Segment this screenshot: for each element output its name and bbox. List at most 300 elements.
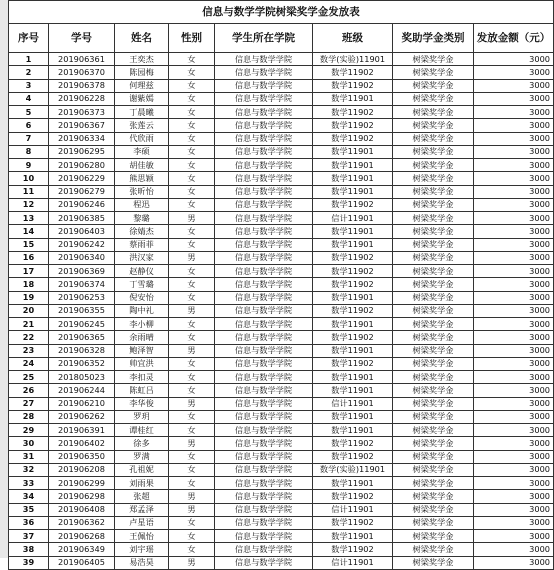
student-id: 201906350	[49, 450, 115, 463]
table-row	[9, 437, 554, 450]
header-cell: 奖助学金类别	[393, 24, 474, 53]
class-name: 数学11901	[313, 238, 393, 251]
amount: 3000	[474, 172, 554, 185]
gender: 女	[169, 291, 215, 304]
gender: 女	[169, 384, 215, 397]
college: 信息与数学学院	[215, 503, 313, 516]
college: 信息与数学学院	[215, 106, 313, 119]
student-id: 201906369	[49, 265, 115, 278]
gender: 女	[169, 450, 215, 463]
class-name: 数学11902	[313, 79, 393, 92]
row-index: 31	[9, 450, 49, 463]
table-row	[9, 410, 554, 423]
gender: 男	[169, 556, 215, 569]
gender: 男	[169, 503, 215, 516]
amount: 3000	[474, 503, 554, 516]
student-name: 罗满	[115, 450, 169, 463]
class-name: 数学11901	[313, 424, 393, 437]
gender: 男	[169, 397, 215, 410]
table-row	[9, 503, 554, 516]
table-title: 信息与数学学院树梁奖学金发放表	[9, 1, 554, 24]
award-type: 树梁奖学金	[393, 344, 474, 357]
student-id: 201906340	[49, 251, 115, 264]
award-type: 树梁奖学金	[393, 159, 474, 172]
amount: 3000	[474, 450, 554, 463]
college: 信息与数学学院	[215, 543, 313, 556]
class-name: 数学11901	[313, 410, 393, 423]
student-id: 201906245	[49, 318, 115, 331]
gender: 女	[169, 159, 215, 172]
amount: 3000	[474, 119, 554, 132]
class-name: 数学11902	[313, 278, 393, 291]
amount: 3000	[474, 490, 554, 503]
student-name: 李小柳	[115, 318, 169, 331]
gender: 女	[169, 318, 215, 331]
college: 信息与数学学院	[215, 92, 313, 105]
student-name: 卢星语	[115, 516, 169, 529]
class-name: 信计11901	[313, 503, 393, 516]
college: 信息与数学学院	[215, 185, 313, 198]
student-id: 201906355	[49, 304, 115, 317]
row-index: 26	[9, 384, 49, 397]
award-type: 树梁奖学金	[393, 530, 474, 543]
row-index: 21	[9, 318, 49, 331]
amount: 3000	[474, 212, 554, 225]
class-name: 数学(实验)11901	[313, 463, 393, 476]
college: 信息与数学学院	[215, 225, 313, 238]
table-row	[9, 185, 554, 198]
gender: 女	[169, 79, 215, 92]
gender: 女	[169, 225, 215, 238]
gender: 女	[169, 238, 215, 251]
student-name: 赵静仪	[115, 265, 169, 278]
award-type: 树梁奖学金	[393, 79, 474, 92]
college: 信息与数学学院	[215, 450, 313, 463]
class-name: 数学11902	[313, 119, 393, 132]
student-id: 201906365	[49, 331, 115, 344]
student-id: 201906374	[49, 278, 115, 291]
student-name: 熊思颖	[115, 172, 169, 185]
class-name: 数学11901	[313, 172, 393, 185]
row-index: 23	[9, 344, 49, 357]
college: 信息与数学学院	[215, 291, 313, 304]
table-row	[9, 251, 554, 264]
row-index: 25	[9, 371, 49, 384]
college: 信息与数学学院	[215, 357, 313, 370]
row-index: 4	[9, 92, 49, 105]
row-index: 3	[9, 79, 49, 92]
amount: 3000	[474, 318, 554, 331]
college: 信息与数学学院	[215, 463, 313, 476]
student-id: 201906279	[49, 185, 115, 198]
college: 信息与数学学院	[215, 132, 313, 145]
student-name: 蔡雨菲	[115, 238, 169, 251]
class-name: 数学11901	[313, 225, 393, 238]
table-row	[9, 371, 554, 384]
class-name: 数学11902	[313, 265, 393, 278]
amount: 3000	[474, 477, 554, 490]
award-type: 树梁奖学金	[393, 145, 474, 158]
amount: 3000	[474, 79, 554, 92]
award-type: 树梁奖学金	[393, 119, 474, 132]
row-index: 39	[9, 556, 49, 569]
class-name: 数学(实验)11901	[313, 53, 393, 66]
student-id: 201906244	[49, 384, 115, 397]
table-row	[9, 543, 554, 556]
row-index: 12	[9, 198, 49, 211]
student-name: 徐婧杰	[115, 225, 169, 238]
class-name: 数学11902	[313, 516, 393, 529]
student-id: 201906403	[49, 225, 115, 238]
row-index: 13	[9, 212, 49, 225]
table-row	[9, 304, 554, 317]
college: 信息与数学学院	[215, 437, 313, 450]
class-name: 信计11901	[313, 397, 393, 410]
amount: 3000	[474, 145, 554, 158]
student-name: 李扣灵	[115, 371, 169, 384]
amount: 3000	[474, 265, 554, 278]
gender: 女	[169, 410, 215, 423]
college: 信息与数学学院	[215, 66, 313, 79]
gender: 女	[169, 424, 215, 437]
row-index: 22	[9, 331, 49, 344]
class-name: 数学11901	[313, 344, 393, 357]
gender: 男	[169, 437, 215, 450]
amount: 3000	[474, 530, 554, 543]
gender: 男	[169, 304, 215, 317]
amount: 3000	[474, 410, 554, 423]
table-row	[9, 238, 554, 251]
college: 信息与数学学院	[215, 410, 313, 423]
table-row	[9, 106, 554, 119]
student-name: 丁雪璐	[115, 278, 169, 291]
row-index: 18	[9, 278, 49, 291]
gender: 女	[169, 371, 215, 384]
student-name: 张莲云	[115, 119, 169, 132]
class-name: 数学11901	[313, 145, 393, 158]
amount: 3000	[474, 437, 554, 450]
student-id: 201805023	[49, 371, 115, 384]
award-type: 树梁奖学金	[393, 490, 474, 503]
header-cell: 性别	[169, 24, 215, 53]
student-id: 201906352	[49, 357, 115, 370]
table-row	[9, 490, 554, 503]
class-name: 数学11901	[313, 185, 393, 198]
class-name: 数学11902	[313, 437, 393, 450]
class-name: 数学11902	[313, 450, 393, 463]
row-index: 32	[9, 463, 49, 476]
award-type: 树梁奖学金	[393, 238, 474, 251]
college: 信息与数学学院	[215, 53, 313, 66]
student-name: 鲍泽智	[115, 344, 169, 357]
row-index: 7	[9, 132, 49, 145]
class-name: 数学11902	[313, 132, 393, 145]
amount: 3000	[474, 556, 554, 569]
student-name: 王奕杰	[115, 53, 169, 66]
student-id: 201906253	[49, 291, 115, 304]
table-row	[9, 357, 554, 370]
amount: 3000	[474, 53, 554, 66]
student-name: 李华俊	[115, 397, 169, 410]
amount: 3000	[474, 185, 554, 198]
gender: 女	[169, 132, 215, 145]
award-type: 树梁奖学金	[393, 331, 474, 344]
student-name: 帅宜洪	[115, 357, 169, 370]
table-row	[9, 119, 554, 132]
row-index: 15	[9, 238, 49, 251]
amount: 3000	[474, 357, 554, 370]
student-name: 谢紫嫣	[115, 92, 169, 105]
award-type: 树梁奖学金	[393, 450, 474, 463]
award-type: 树梁奖学金	[393, 397, 474, 410]
award-type: 树梁奖学金	[393, 198, 474, 211]
college: 信息与数学学院	[215, 530, 313, 543]
student-name: 陈虹吕	[115, 384, 169, 397]
college: 信息与数学学院	[215, 490, 313, 503]
class-name: 数学11901	[313, 477, 393, 490]
student-id: 201906246	[49, 198, 115, 211]
student-name: 张超	[115, 490, 169, 503]
row-index: 14	[9, 225, 49, 238]
student-id: 201906242	[49, 238, 115, 251]
gender: 女	[169, 145, 215, 158]
student-id: 201906362	[49, 516, 115, 529]
college: 信息与数学学院	[215, 331, 313, 344]
class-name: 数学11901	[313, 159, 393, 172]
student-name: 何理兹	[115, 79, 169, 92]
amount: 3000	[474, 424, 554, 437]
class-name: 信计11901	[313, 556, 393, 569]
row-index: 20	[9, 304, 49, 317]
table-row	[9, 53, 554, 66]
award-type: 树梁奖学金	[393, 106, 474, 119]
award-type: 树梁奖学金	[393, 92, 474, 105]
table-row	[9, 318, 554, 331]
class-name: 数学11902	[313, 251, 393, 264]
amount: 3000	[474, 159, 554, 172]
student-id: 201906361	[49, 53, 115, 66]
college: 信息与数学学院	[215, 198, 313, 211]
row-index: 24	[9, 357, 49, 370]
student-id: 201906385	[49, 212, 115, 225]
class-name: 数学11902	[313, 357, 393, 370]
award-type: 树梁奖学金	[393, 477, 474, 490]
student-name: 孔祖妮	[115, 463, 169, 476]
award-type: 树梁奖学金	[393, 172, 474, 185]
student-id: 201906405	[49, 556, 115, 569]
row-index: 17	[9, 265, 49, 278]
table-row	[9, 225, 554, 238]
gender: 女	[169, 198, 215, 211]
class-name: 数学11902	[313, 331, 393, 344]
student-name: 谭桂红	[115, 424, 169, 437]
student-name: 程迅	[115, 198, 169, 211]
table-row	[9, 450, 554, 463]
amount: 3000	[474, 344, 554, 357]
gender: 女	[169, 185, 215, 198]
row-index: 5	[9, 106, 49, 119]
row-index: 36	[9, 516, 49, 529]
college: 信息与数学学院	[215, 344, 313, 357]
row-index: 2	[9, 66, 49, 79]
class-name: 数学11901	[313, 530, 393, 543]
amount: 3000	[474, 331, 554, 344]
gender: 女	[169, 463, 215, 476]
header-row	[9, 24, 554, 53]
award-type: 树梁奖学金	[393, 265, 474, 278]
award-type: 树梁奖学金	[393, 371, 474, 384]
row-index: 1	[9, 53, 49, 66]
table-row	[9, 265, 554, 278]
row-index: 19	[9, 291, 49, 304]
award-type: 树梁奖学金	[393, 278, 474, 291]
class-name: 数学11902	[313, 304, 393, 317]
class-name: 数学11902	[313, 543, 393, 556]
row-index: 11	[9, 185, 49, 198]
student-name: 郑孟泽	[115, 503, 169, 516]
college: 信息与数学学院	[215, 477, 313, 490]
gender: 女	[169, 278, 215, 291]
student-name: 徐多	[115, 437, 169, 450]
header-cell: 发放金额（元）	[474, 24, 554, 53]
award-type: 树梁奖学金	[393, 66, 474, 79]
award-type: 树梁奖学金	[393, 437, 474, 450]
student-id: 201906210	[49, 397, 115, 410]
header-cell: 学号	[49, 24, 115, 53]
award-type: 树梁奖学金	[393, 318, 474, 331]
award-type: 树梁奖学金	[393, 291, 474, 304]
college: 信息与数学学院	[215, 278, 313, 291]
gender: 女	[169, 66, 215, 79]
table-row	[9, 424, 554, 437]
row-index: 16	[9, 251, 49, 264]
header-cell: 序号	[9, 24, 49, 53]
table-row	[9, 159, 554, 172]
student-id: 201906229	[49, 172, 115, 185]
amount: 3000	[474, 371, 554, 384]
student-name: 代欣雨	[115, 132, 169, 145]
college: 信息与数学学院	[215, 238, 313, 251]
amount: 3000	[474, 304, 554, 317]
college: 信息与数学学院	[215, 384, 313, 397]
table-row	[9, 79, 554, 92]
award-type: 树梁奖学金	[393, 384, 474, 397]
student-id: 201906349	[49, 543, 115, 556]
college: 信息与数学学院	[215, 371, 313, 384]
college: 信息与数学学院	[215, 318, 313, 331]
college: 信息与数学学院	[215, 79, 313, 92]
table-row	[9, 530, 554, 543]
student-name: 陈园梅	[115, 66, 169, 79]
student-id: 201906280	[49, 159, 115, 172]
college: 信息与数学学院	[215, 265, 313, 278]
college: 信息与数学学院	[215, 251, 313, 264]
table-row	[9, 397, 554, 410]
class-name: 信计11901	[313, 212, 393, 225]
gender: 女	[169, 265, 215, 278]
award-type: 树梁奖学金	[393, 503, 474, 516]
amount: 3000	[474, 66, 554, 79]
student-id: 201906391	[49, 424, 115, 437]
student-name: 丁晨曦	[115, 106, 169, 119]
student-name: 刘雨果	[115, 477, 169, 490]
student-name: 胡佳敏	[115, 159, 169, 172]
gender: 女	[169, 477, 215, 490]
gender: 女	[169, 357, 215, 370]
class-name: 数学11901	[313, 318, 393, 331]
class-name: 数学11902	[313, 66, 393, 79]
student-name: 易浩昊	[115, 556, 169, 569]
header-cell: 学生所在学院	[215, 24, 313, 53]
gender: 女	[169, 106, 215, 119]
award-type: 树梁奖学金	[393, 556, 474, 569]
amount: 3000	[474, 106, 554, 119]
award-type: 树梁奖学金	[393, 424, 474, 437]
gender: 女	[169, 172, 215, 185]
row-index: 6	[9, 119, 49, 132]
student-name: 黎璐	[115, 212, 169, 225]
class-name: 数学11901	[313, 371, 393, 384]
amount: 3000	[474, 92, 554, 105]
student-id: 201906373	[49, 106, 115, 119]
row-index: 28	[9, 410, 49, 423]
row-index: 9	[9, 159, 49, 172]
row-index: 38	[9, 543, 49, 556]
header-cell: 班级	[313, 24, 393, 53]
student-name: 余雨晴	[115, 331, 169, 344]
row-index: 37	[9, 530, 49, 543]
student-id: 201906208	[49, 463, 115, 476]
amount: 3000	[474, 543, 554, 556]
gender: 女	[169, 92, 215, 105]
student-id: 201906328	[49, 344, 115, 357]
table-row	[9, 66, 554, 79]
student-id: 201906228	[49, 92, 115, 105]
row-index: 10	[9, 172, 49, 185]
amount: 3000	[474, 516, 554, 529]
amount: 3000	[474, 251, 554, 264]
row-index: 30	[9, 437, 49, 450]
student-id: 201906298	[49, 490, 115, 503]
row-index: 34	[9, 490, 49, 503]
row-index: 27	[9, 397, 49, 410]
gender: 女	[169, 331, 215, 344]
class-name: 数学11901	[313, 291, 393, 304]
college: 信息与数学学院	[215, 397, 313, 410]
row-index: 35	[9, 503, 49, 516]
student-name: 张昕怡	[115, 185, 169, 198]
student-id: 201906268	[49, 530, 115, 543]
award-type: 树梁奖学金	[393, 463, 474, 476]
college: 信息与数学学院	[215, 212, 313, 225]
class-name: 数学11902	[313, 106, 393, 119]
gender: 女	[169, 516, 215, 529]
class-name: 数学11902	[313, 198, 393, 211]
amount: 3000	[474, 225, 554, 238]
college: 信息与数学学院	[215, 556, 313, 569]
student-name: 罗玥	[115, 410, 169, 423]
college: 信息与数学学院	[215, 172, 313, 185]
student-id: 201906402	[49, 437, 115, 450]
college: 信息与数学学院	[215, 516, 313, 529]
class-name: 数学11901	[313, 92, 393, 105]
class-name: 数学11901	[313, 384, 393, 397]
gender: 男	[169, 212, 215, 225]
amount: 3000	[474, 198, 554, 211]
gender: 男	[169, 344, 215, 357]
amount: 3000	[474, 132, 554, 145]
student-id: 201906408	[49, 503, 115, 516]
